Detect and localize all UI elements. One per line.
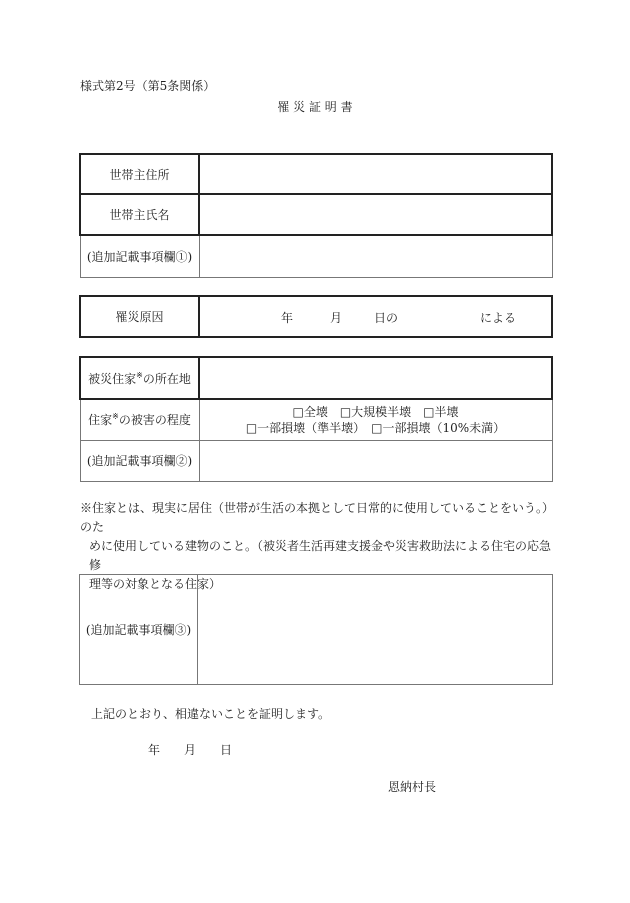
damage-degree-options[interactable] [199, 399, 552, 440]
dwelling-location-label: 被災住家※の所在地 [80, 357, 199, 399]
cause-table [79, 295, 553, 338]
damage-degree-label: 住家※の被害の程度 [80, 399, 199, 440]
asterisk-mark: ※ [112, 412, 119, 422]
additional-field-2[interactable] [199, 440, 552, 481]
cause-by: による [480, 311, 517, 325]
damage-options-line1[interactable]: □全壊 □大規模半壊 □半壊 [292, 404, 459, 419]
issue-month: 月 [184, 743, 197, 757]
document-title: 罹 災 証 明 書 [277, 100, 353, 114]
householder-name-label: 世帯主氏名 [80, 194, 199, 235]
cause-label: 罹災原因 [80, 296, 199, 337]
householder-name-field[interactable] [199, 194, 552, 235]
issue-year: 年 [148, 743, 161, 757]
dwelling-location-field[interactable] [199, 357, 552, 399]
dwelling-note: ※住家とは、現実に居住（世帯が生活の本拠として日常的に使用していることをいう。）のた めに使用している建物のこと。（被災者生活再建支援金や災害救助法による住宅の応急修 理等の対象となる住家） [80, 501, 555, 591]
cause-field[interactable] [199, 296, 552, 337]
additional-field-3[interactable] [198, 575, 553, 685]
householder-address-label: 世帯主住所 [80, 154, 199, 194]
additional-field-1-label: (追加記載事項欄①) [80, 235, 199, 277]
householder-address-field[interactable] [199, 154, 552, 194]
householder-table [79, 153, 553, 278]
cause-day-of: 日の [374, 311, 399, 325]
damage-options-line2[interactable]: □一部損壊（準半壊） □一部損壊（10%未満） [245, 420, 506, 435]
form-number: 様式第2号（第5条関係） [80, 79, 216, 93]
certification-statement: 上記のとおり、相違ないことを証明します。 [91, 707, 331, 721]
issue-day: 日 [220, 743, 233, 757]
additional-field-2-label: (追加記載事項欄②) [80, 440, 199, 481]
cause-month: 月 [330, 311, 343, 325]
additional-table-3 [79, 574, 553, 685]
dwelling-table [79, 356, 553, 482]
asterisk-mark: ※ [136, 370, 143, 380]
additional-field-1[interactable] [199, 235, 552, 277]
cause-year: 年 [281, 311, 294, 325]
issuer-name: 恩納村長 [388, 780, 437, 794]
additional-field-3-label: (追加記載事項欄③) [80, 575, 198, 685]
